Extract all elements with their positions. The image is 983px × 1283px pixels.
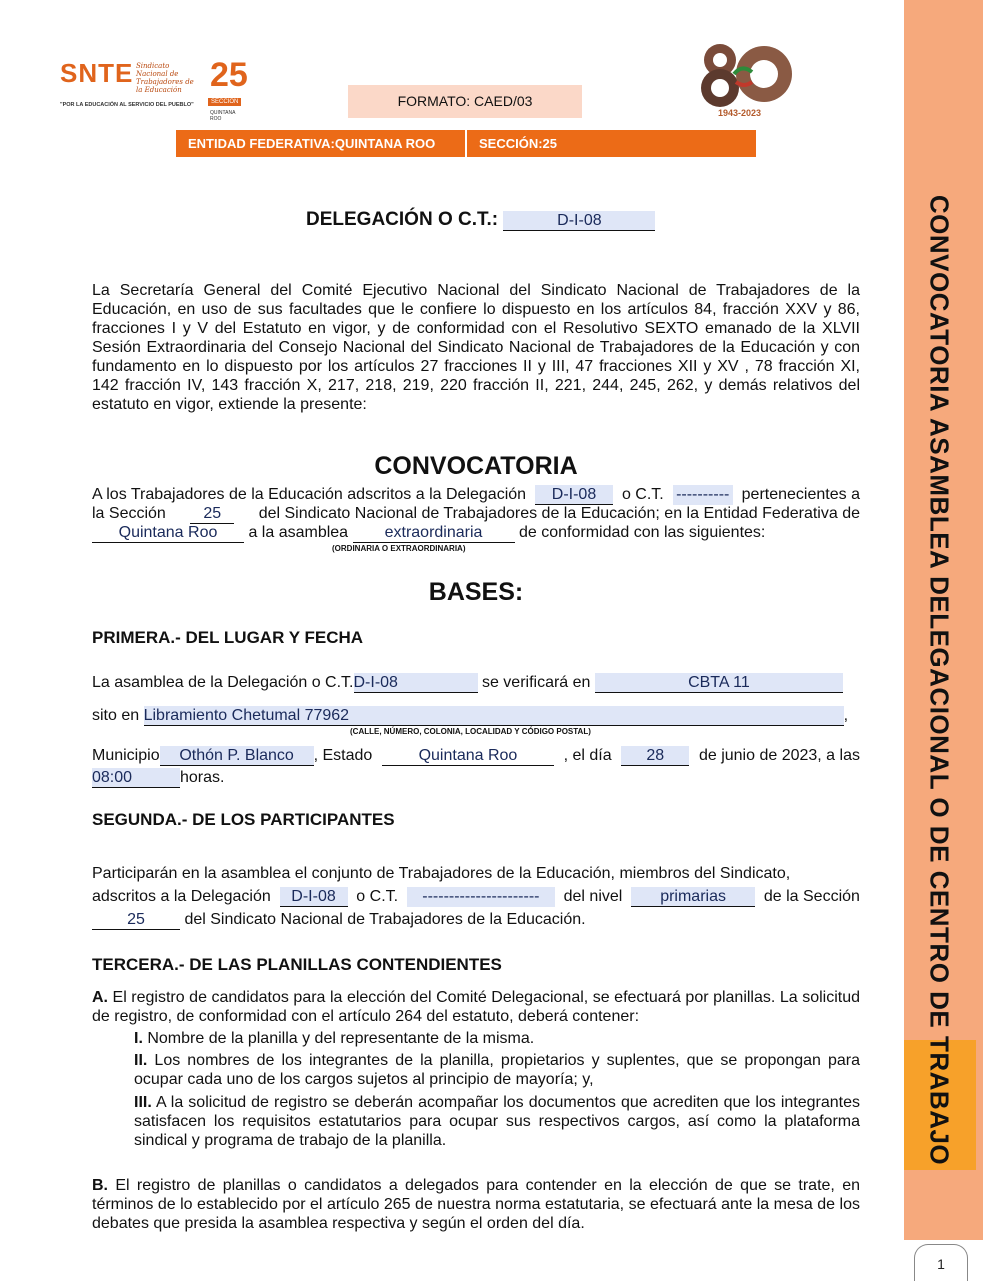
segunda-line-2 xyxy=(92,887,860,907)
tercera-title: TERCERA.- DE LAS PLANILLAS CONTENDIENTES xyxy=(92,955,502,974)
segunda-title: SEGUNDA.- DE LOS PARTICIPANTES xyxy=(92,810,395,829)
section-logo-state: QUINTANA ROO xyxy=(210,110,236,122)
tercera-b-text: El registro de planillas o candidatos a delegados para contender en la elección de que se trate, en términos de lo establecido por el artículo 265 de nuestra norma estatutaria, se efectuará ante la mesa de los debates que presida la asamblea respectiva y según el orden del día. xyxy=(92,1177,861,1232)
conv-ct-field[interactable]: ---------- xyxy=(673,485,733,505)
primera-text-6: , el día xyxy=(563,747,612,764)
segunda-text-3: o C.T. xyxy=(356,888,399,905)
tercera-b-paragraph xyxy=(92,1176,860,1233)
segunda-text-1: Participarán en la asamblea el conjunto de Trabajadores de la Educación, miembros del Sindicato, xyxy=(92,865,791,882)
banner-divider xyxy=(465,130,467,157)
conv-text-7: de conformidad con las siguientes: xyxy=(518,524,766,541)
tercera-iii-text: A la solicitud de registro se deberán acompañar los documentos que acrediten que los integrantes satisfacen los requisitos estatutarios para ocupar sus respectivos cargos, así como la plataforma sindical y programa de trabajo de la planilla. xyxy=(134,1094,860,1149)
delegacion-field[interactable]: D-I-08 xyxy=(503,211,655,231)
segunda-text-4: del nivel xyxy=(563,888,623,905)
primera-line-3 xyxy=(92,746,860,766)
conv-text-6: a la asamblea xyxy=(248,524,349,541)
tercera-a-text: El registro de candidatos para la elección del Comité Delegacional, se efectuará por planillas. La solicitud de registro, de conformidad con el artículo 264 del estatuto, deberá contener: xyxy=(92,989,860,1025)
primera-line-2 xyxy=(92,706,860,726)
section-logo-label: SECCIÓN xyxy=(208,98,241,106)
primera-text-1: La asamblea de la Delegación o C.T. xyxy=(92,674,354,691)
conv-seccion-field[interactable]: 25 xyxy=(190,504,234,524)
tercera-i-label: I. xyxy=(134,1030,143,1047)
tercera-ii-item xyxy=(134,1051,860,1089)
intro-paragraph: La Secretaría General del Comité Ejecutivo Nacional del Sindicato Nacional de Trabajadores de la Educación, en uso de sus facultades que le confiere lo dispuesto en los artículos 84, fracción XXV y 86, fracciones I y V del Estatuto en vigor, y de conformidad con el Resolutivo SEXTO emanado de la XLVII Sesión Extraordinaria del Consejo Nacional del Sindicato Nacional de Trabajadores de la Educación y con fundamento en lo dispuesto por los artículos 27 fracciones II y III, 47 fracciones XII y XV , 78 fracción XI, 142 fracción IV, 143 fracción X, 217, 218, 219, 220 fracción II, 221, 244, 245, 262, y demás relativos del estatuto en vigor, extiende la presente: xyxy=(92,282,860,413)
primera-lugar-field[interactable]: CBTA 11 xyxy=(595,673,843,693)
conv-text-4: la Sección xyxy=(92,505,166,522)
snte-logo xyxy=(60,56,248,122)
conv-entidad-field[interactable]: Quintana Roo xyxy=(92,523,244,543)
entidad-federativa: ENTIDAD FEDERATIVA:QUINTANA ROO xyxy=(188,136,436,151)
convocatoria-title: CONVOCATORIA xyxy=(374,452,578,480)
anniversary-80-logo xyxy=(690,38,800,120)
primera-text-8: horas. xyxy=(180,769,225,786)
tercera-ii-text: Los nombres de los integrantes de la planilla, propietarios y suplentes, que se propongan para ocupar cada uno de los cargos sujetos al principio de mayoría; y, xyxy=(134,1052,861,1088)
snte-logo-name: Sindicato Nacional de Trabajadores de la Educación xyxy=(136,62,194,94)
primera-comma: , xyxy=(843,707,849,724)
tercera-a-paragraph xyxy=(92,988,860,1026)
formato-code: FORMATO: CAED/03 xyxy=(348,85,582,118)
primera-estado-field[interactable]: Quintana Roo xyxy=(382,746,554,766)
conv-text-1: A los Trabajadores de la Educación adscritos a la Delegación xyxy=(92,486,527,503)
tercera-ii-label: II. xyxy=(134,1052,148,1069)
conv-delegacion-field[interactable]: D-I-08 xyxy=(535,485,613,505)
entity-banner xyxy=(176,130,756,157)
convocatoria-line-2 xyxy=(92,504,860,524)
bases-title: BASES: xyxy=(428,578,524,606)
tercera-a-label: A. xyxy=(92,989,108,1006)
tercera-iii-label: III. xyxy=(134,1094,152,1111)
primera-text-2: se verificará en xyxy=(481,674,591,691)
segunda-text-6: del Sindicato Nacional de Trabajadores de la Educación. xyxy=(184,911,586,928)
segunda-delegacion-field[interactable]: D-I-08 xyxy=(280,887,348,907)
primera-title: PRIMERA.- DEL LUGAR Y FECHA xyxy=(92,628,364,647)
tercera-i-text: Nombre de la planilla y del representante de la misma. xyxy=(147,1030,535,1047)
primera-hora-field[interactable]: 08:00 xyxy=(92,768,180,788)
primera-text-3: sito en xyxy=(92,707,140,724)
segunda-line-1 xyxy=(92,864,860,883)
primera-dia-field[interactable]: 28 xyxy=(621,746,689,766)
segunda-seccion-field[interactable]: 25 xyxy=(92,910,180,930)
conv-text-5: del Sindicato Nacional de Trabajadores de la Educación; en la Entidad Federativa de xyxy=(258,505,860,522)
seccion-label: SECCIÓN:25 xyxy=(479,136,558,151)
page-number: 1 xyxy=(914,1244,968,1281)
delegacion-label: DELEGACIÓN O C.T.: xyxy=(306,209,499,230)
conv-text-3: pertenecientes a xyxy=(741,486,860,503)
segunda-text-2: adscritos a la Delegación xyxy=(92,888,271,905)
conv-text-2: o C.T. xyxy=(621,486,664,503)
tercera-iii-item xyxy=(134,1093,860,1150)
segunda-nivel-field[interactable]: primarias xyxy=(631,887,755,907)
primera-text-7: de junio de 2023, a las xyxy=(698,747,860,764)
conv-tipo-hint: (ORDINARIA O EXTRAORDINARIA) xyxy=(332,544,466,553)
primera-direccion-field[interactable]: Libramiento Chetumal 77962 xyxy=(144,706,844,726)
snte-logo-word: SNTE xyxy=(60,58,134,88)
tercera-i-item xyxy=(134,1029,860,1048)
primera-municipio-field[interactable]: Othón P. Blanco xyxy=(160,746,314,766)
section-logo-number: 25 xyxy=(210,56,248,94)
primera-line-1 xyxy=(92,673,860,693)
primera-line-4 xyxy=(92,768,860,788)
primera-direccion-hint: (CALLE, NÚMERO, COLONIA, LOCALIDAD Y CÓDIGO POSTAL) xyxy=(350,727,591,736)
tercera-b-label: B. xyxy=(92,1177,108,1194)
primera-delegacion-field[interactable]: D-I-08 xyxy=(354,673,478,693)
segunda-ct-field[interactable]: ---------------------- xyxy=(407,887,555,907)
conv-tipo-field[interactable]: extraordinaria xyxy=(353,523,515,543)
convocatoria-line-3 xyxy=(92,523,860,543)
primera-text-5: , Estado xyxy=(313,747,373,764)
primera-text-4: Municipio xyxy=(92,747,160,764)
anniversary-years: 1943-2023 xyxy=(718,108,762,118)
vertical-title: CONVOCATORIA ASAMBLEA DELEGACIONAL O DE CENTRO DE TRABAJO xyxy=(924,194,955,1166)
convocatoria-line-1 xyxy=(92,485,860,505)
delegacion-heading xyxy=(306,210,655,231)
segunda-line-3 xyxy=(92,910,860,930)
segunda-text-5: de la Sección xyxy=(763,888,860,905)
snte-slogan: "POR LA EDUCACIÓN AL SERVICIO DEL PUEBLO" xyxy=(60,102,194,108)
